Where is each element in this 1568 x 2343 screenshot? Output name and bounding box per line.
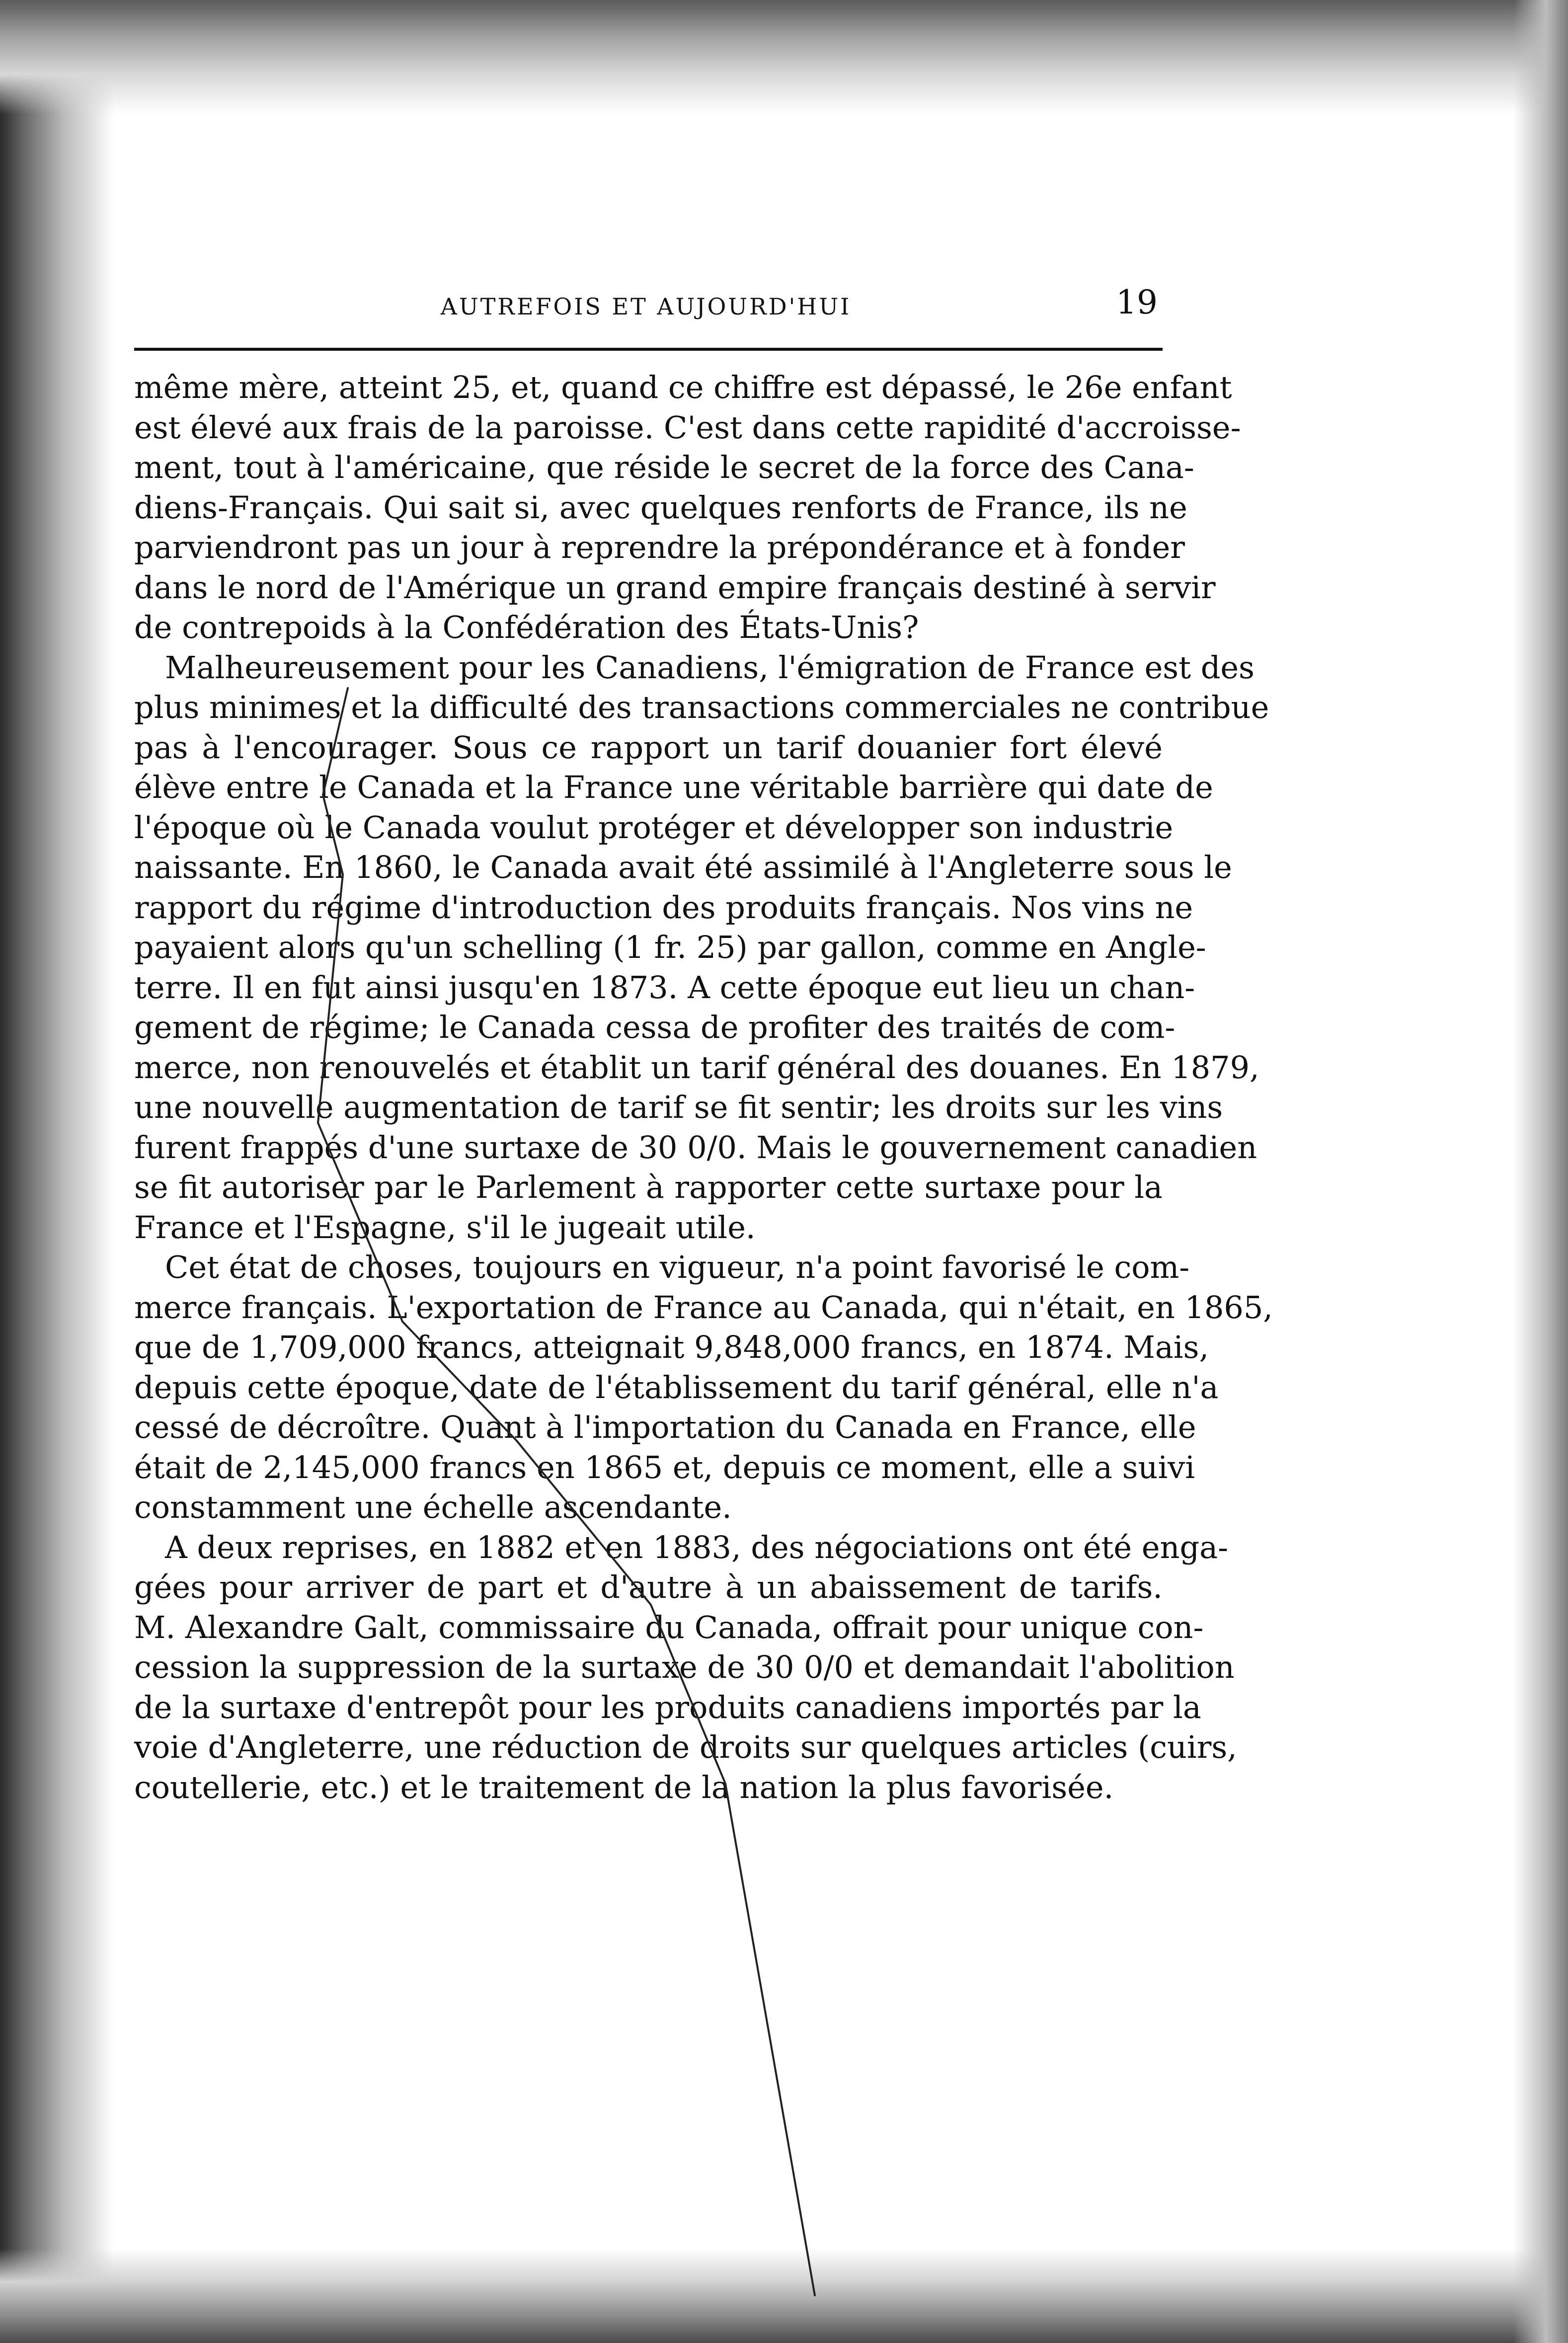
text-line: pas à l'encourager. Sous ce rapport un tarif douanier fort élevé [134, 729, 1163, 766]
text-line: gées pour arriver de part et d'autre à un abaissement de tarifs. [134, 1569, 1163, 1605]
text-line: cession la suppression de la surtaxe de 30 0/0 et demandait l'abolition [134, 1649, 1235, 1685]
text-line: de la surtaxe d'entrepôt pour les produits canadiens importés par la [134, 1689, 1201, 1725]
text-line: payaient alors qu'un schelling (1 fr. 25) par gallon, comme en Angle- [134, 929, 1206, 965]
text-line: même mère, atteint 25, et, quand ce chiffre est dépassé, le 26e enfant [134, 369, 1232, 405]
text-line: se fit autoriser par le Parlement à rapporter cette surtaxe pour la [134, 1169, 1163, 1205]
text-line: était de 2,145,000 francs en 1865 et, depuis ce moment, elle a suivi [134, 1449, 1195, 1485]
text-line: gement de régime; le Canada cessa de profiter des traités de com- [134, 1009, 1176, 1045]
text-line: A deux reprises, en 1882 et en 1883, des négociations ont été enga- [165, 1529, 1229, 1565]
text-line: ment, tout à l'américaine, que réside le secret de la force des Cana- [134, 449, 1194, 485]
text-line: constamment une échelle ascendante. [134, 1489, 732, 1525]
text-line: Malheureusement pour les Canadiens, l'émigration de France est des [165, 649, 1254, 686]
text-line: furent frappés d'une surtaxe de 30 0/0. Mais le gouvernement canadien [134, 1129, 1257, 1166]
text-line: est élevé aux frais de la paroisse. C'est dans cette rapidité d'accroisse- [134, 409, 1241, 446]
text-line: plus minimes et la difficulté des transactions commerciales ne contribue [134, 689, 1269, 725]
text-line: Cet état de choses, toujours en vigueur, n'a point favorisé le com- [165, 1249, 1190, 1285]
running-head: AUTREFOIS ET AUJOURD'HUI [440, 293, 852, 320]
text-line: voie d'Angleterre, une réduction de droits sur quelques articles (cuirs, [134, 1729, 1237, 1765]
text-line: l'époque où le Canada voulut protéger et développer son industrie [134, 809, 1174, 846]
page-header [134, 278, 1158, 338]
text-line: merce, non renouvelés et établit un tarif général des douanes. En 1879, [134, 1049, 1259, 1086]
text-line: coutellerie, etc.) et le traitement de la nation la plus favorisée. [134, 1769, 1114, 1805]
text-line: une nouvelle augmentation de tarif se fit sentir; les droits sur les vins [134, 1089, 1223, 1125]
scan-edge-left [0, 0, 114, 2343]
text-line: cessé de décroître. Quant à l'importation du Canada en France, elle [134, 1409, 1196, 1445]
text-line: parviendront pas un jour à reprendre la prépondérance et à fonder [134, 529, 1185, 565]
text-line: que de 1,709,000 francs, atteignait 9,848,000 francs, en 1874. Mais, [134, 1329, 1209, 1365]
scan-edge-top [0, 0, 1568, 114]
text-line: merce français. L'exportation de France au Canada, qui n'était, en 1865, [134, 1289, 1273, 1326]
header-rule [134, 348, 1163, 351]
text-line: diens-Français. Qui sait si, avec quelques renforts de France, ils ne [134, 489, 1187, 526]
text-line: France et l'Espagne, s'il le jugeait utile. [134, 1209, 756, 1246]
body-text [134, 368, 1273, 1807]
text-line: naissante. En 1860, le Canada avait été assimilé à l'Angleterre sous le [134, 849, 1232, 885]
scan-edge-bottom [0, 2249, 1568, 2343]
text-line: rapport du régime d'introduction des produits français. Nos vins ne [134, 889, 1193, 926]
text-line: élève entre le Canada et la France une véritable barrière qui date de [134, 769, 1213, 805]
scan-edge-right [1513, 0, 1568, 2343]
text-line: terre. Il en fut ainsi jusqu'en 1873. A cette époque eut lieu un chan- [134, 969, 1195, 1006]
page-number: 19 [1116, 283, 1158, 321]
text-line: M. Alexandre Galt, commissaire du Canada, offrait pour unique con- [134, 1609, 1204, 1645]
text-line: dans le nord de l'Amérique un grand empire français destiné à servir [134, 569, 1216, 606]
text-line: depuis cette époque, date de l'établissement du tarif général, elle n'a [134, 1369, 1219, 1406]
text-line: de contrepoids à la Confédération des États-Unis? [134, 609, 919, 645]
